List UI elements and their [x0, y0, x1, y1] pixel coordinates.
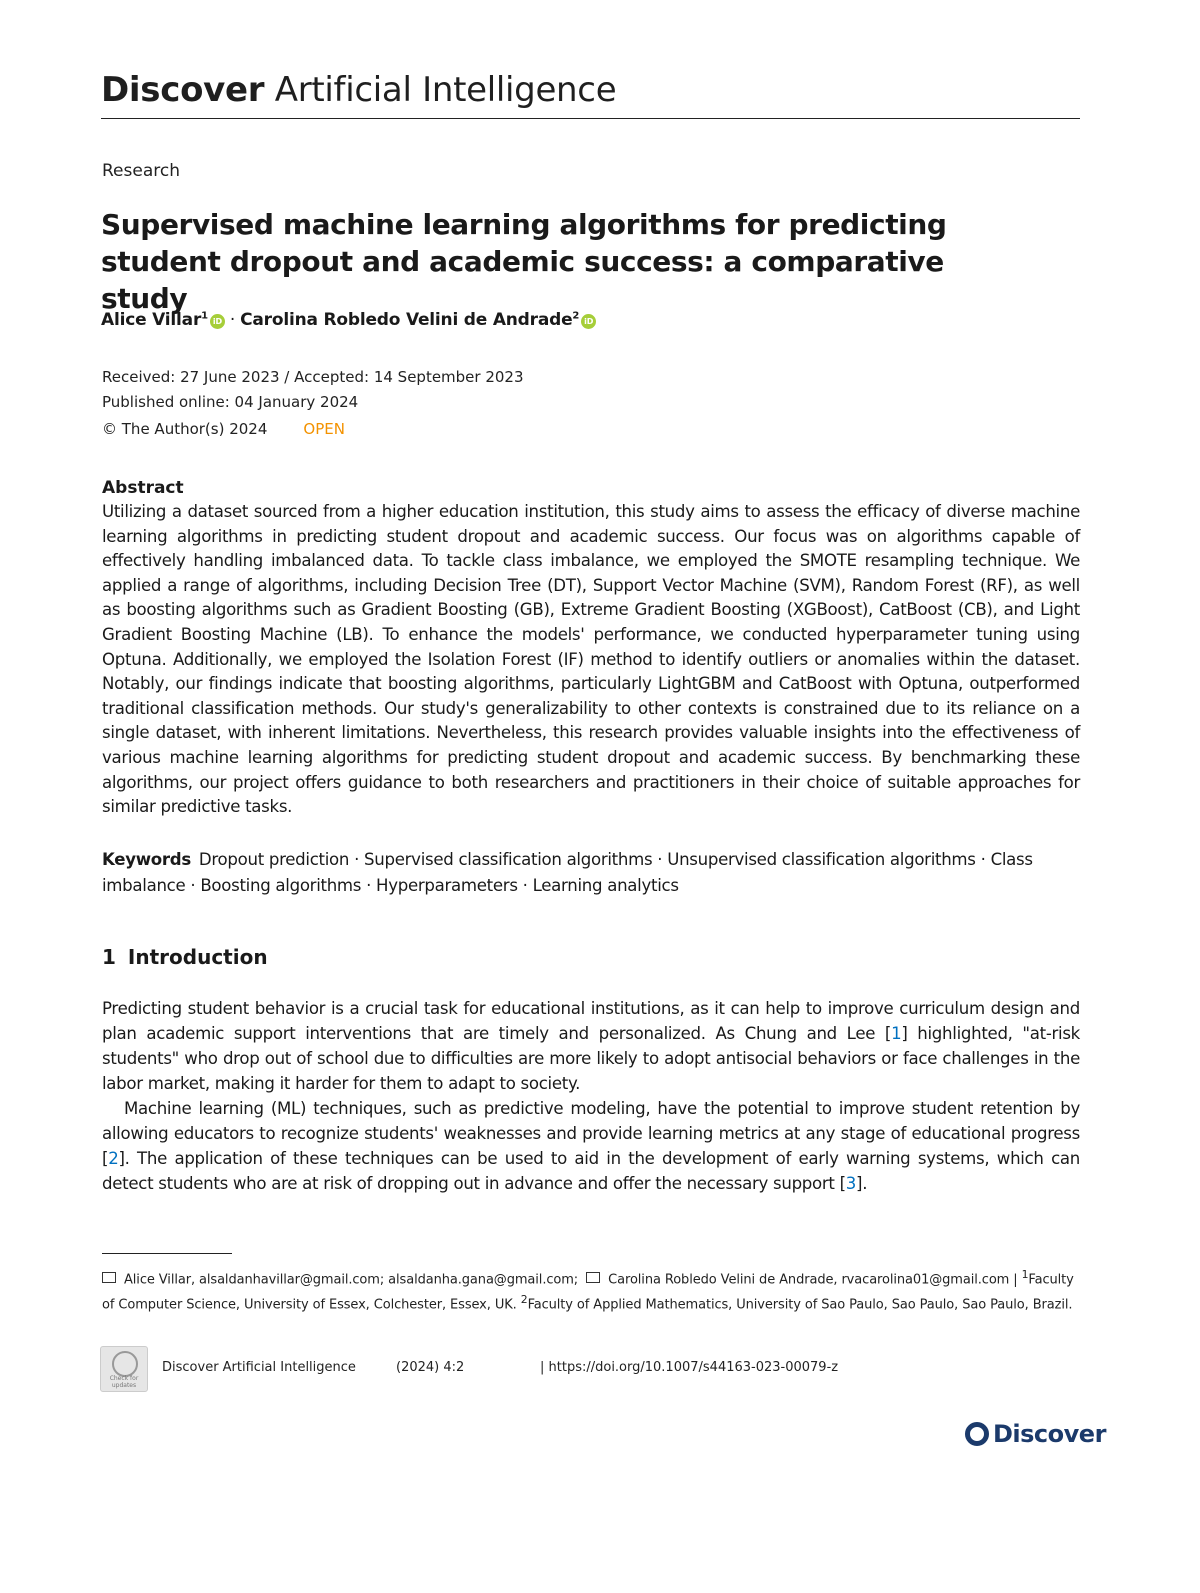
citation-link[interactable]: 3 [845, 1174, 857, 1193]
section-number: 1 [102, 945, 116, 969]
affiliation-number: 2 [520, 1293, 528, 1307]
paragraph-text: Machine learning (ML) techniques, such as predictive modeling, have the potential to improve student retention by allowing educators to recognize students' weaknesses and provide learning metrics at any stage of educational progress [ [102, 1099, 1080, 1168]
brand-name: Discover [993, 1420, 1106, 1448]
paragraph-text: ]. [856, 1174, 868, 1193]
keywords-label: Keywords [102, 850, 191, 869]
citation-link[interactable]: 2 [108, 1149, 119, 1168]
keywords [102, 847, 1080, 899]
keywords-text: Dropout prediction · Supervised classification algorithms · Unsupervised classification algorithms · Class imbalance · Boosting algorithms · Hyperparameters · Learning analytics [102, 850, 1033, 895]
copyright-line [102, 420, 345, 438]
author-list [101, 310, 596, 330]
footnote-contact[interactable]: Alice Villar, alsaldanhavillar@gmail.com; alsaldanha.gana@gmail.com; [124, 1272, 579, 1288]
footnote-contact[interactable]: Carolina Robledo Velini de Andrade, rvacarolina01@gmail.com | [608, 1272, 1018, 1288]
orcid-icon[interactable]: iD [581, 314, 596, 329]
badge-label: Check for updates [109, 1375, 139, 1389]
publisher-logo [965, 1420, 1106, 1448]
section-title: Introduction [127, 945, 268, 969]
footnote [102, 1265, 1080, 1316]
header-rule [101, 118, 1080, 119]
check-for-updates-badge[interactable] [100, 1346, 148, 1392]
footer-doi[interactable]: | https://doi.org/10.1007/s44163-023-00079-z [540, 1360, 839, 1375]
published-date: Published online: 04 January 2024 [102, 393, 359, 411]
author-affiliation: 2 [572, 310, 580, 322]
footer-journal: Discover Artificial Intelligence [162, 1360, 356, 1375]
mail-icon [102, 1272, 116, 1283]
author-name[interactable]: Carolina Robledo Velini de Andrade [240, 310, 573, 330]
footnote-rule [102, 1253, 232, 1254]
journal-name-bold: Discover [101, 70, 265, 110]
open-access-badge: OPEN [303, 420, 345, 438]
footer-volume: (2024) 4:2 [396, 1360, 465, 1375]
journal-name-rest: Artificial Intelligence [274, 70, 617, 110]
affiliation: Faculty of Applied Mathematics, University of Sao Paulo, Sao Paulo, Sao Paulo, Brazil. [527, 1297, 1073, 1313]
paragraph [102, 1096, 1080, 1196]
paragraph-text: ] highlighted, "at-risk students" who drop out of school due to difficulties are more likely to adopt antisocial behaviors or face challenges in the labor market, making it harder for them to adapt to society. [102, 1024, 1080, 1093]
received-accepted-dates: Received: 27 June 2023 / Accepted: 14 September 2023 [102, 368, 524, 386]
paragraph-text: ]. The application of these techniques can be used to aid in the development of early warning systems, which can detect students who are at risk of dropping out in advance and offer the necessary support [ [102, 1149, 1080, 1193]
author-separator: · [229, 310, 236, 330]
author-affiliation: 1 [201, 310, 208, 322]
abstract-text: Utilizing a dataset sourced from a higher education institution, this study aims to assess the efficacy of diverse machine learning algorithms in predicting student dropout and academic success. Our focus was on algorithms capable of effectively handling imbalanced data. To tackle class imbalance, we employed the SMOTE resampling technique. We applied a range of algorithms, including Decision Tree (DT), Support Vector Machine (SVM), Random Forest (RF), as well as boosting algorithms such as Gradient Boosting (GB), Extreme Gradient Boosting (XGBoost), CatBoost (CB), and Light Gradient Boosting Machine (LB). To enhance the models' performance, we conducted hyperparameter tuning using Optuna. Additionally, we employed the Isolation Forest (IF) method to identify outliers or anomalies within the dataset. Notably, our findings indicate that boosting algorithms, particularly LightGBM and CatBoost with Optuna, outperformed traditional classification methods. Our study's generalizability to other contexts is constrained due to its reliance on a single dataset, with inherent limitations. Nevertheless, this research provides valuable insights into the effectiveness of various machine learning algorithms for predicting student dropout and academic success. By benchmarking these algorithms, our project offers guidance to both researchers and practitioners in their choice of suitable approaches for similar predictive tasks. [102, 502, 1080, 817]
author-name[interactable]: Alice Villar [101, 310, 202, 330]
copyright: © The Author(s) 2024 [102, 420, 268, 438]
mail-icon [586, 1272, 600, 1283]
update-icon [112, 1351, 138, 1377]
citation-link[interactable]: 1 [891, 1024, 902, 1043]
affiliation: Faculty of Computer Science, University of Essex, Colchester, Essex, UK. [102, 1272, 1074, 1313]
affiliation-number: 1 [1021, 1268, 1029, 1281]
section-heading [102, 945, 268, 969]
abstract-heading: Abstract [102, 478, 184, 498]
article-type: Research [102, 161, 180, 181]
paragraph [102, 996, 1080, 1096]
discover-logo-icon [965, 1422, 989, 1446]
paragraph-text: Predicting student behavior is a crucial task for educational institutions, as it can help to improve curriculum design and plan academic support interventions that are timely and personalized. As Chung and Lee [ [102, 999, 1080, 1043]
journal-name [101, 70, 616, 110]
orcid-icon[interactable]: iD [210, 314, 225, 329]
article-title: Supervised machine learning algorithms for predicting student dropout and academic success: a comparative study [101, 208, 947, 315]
